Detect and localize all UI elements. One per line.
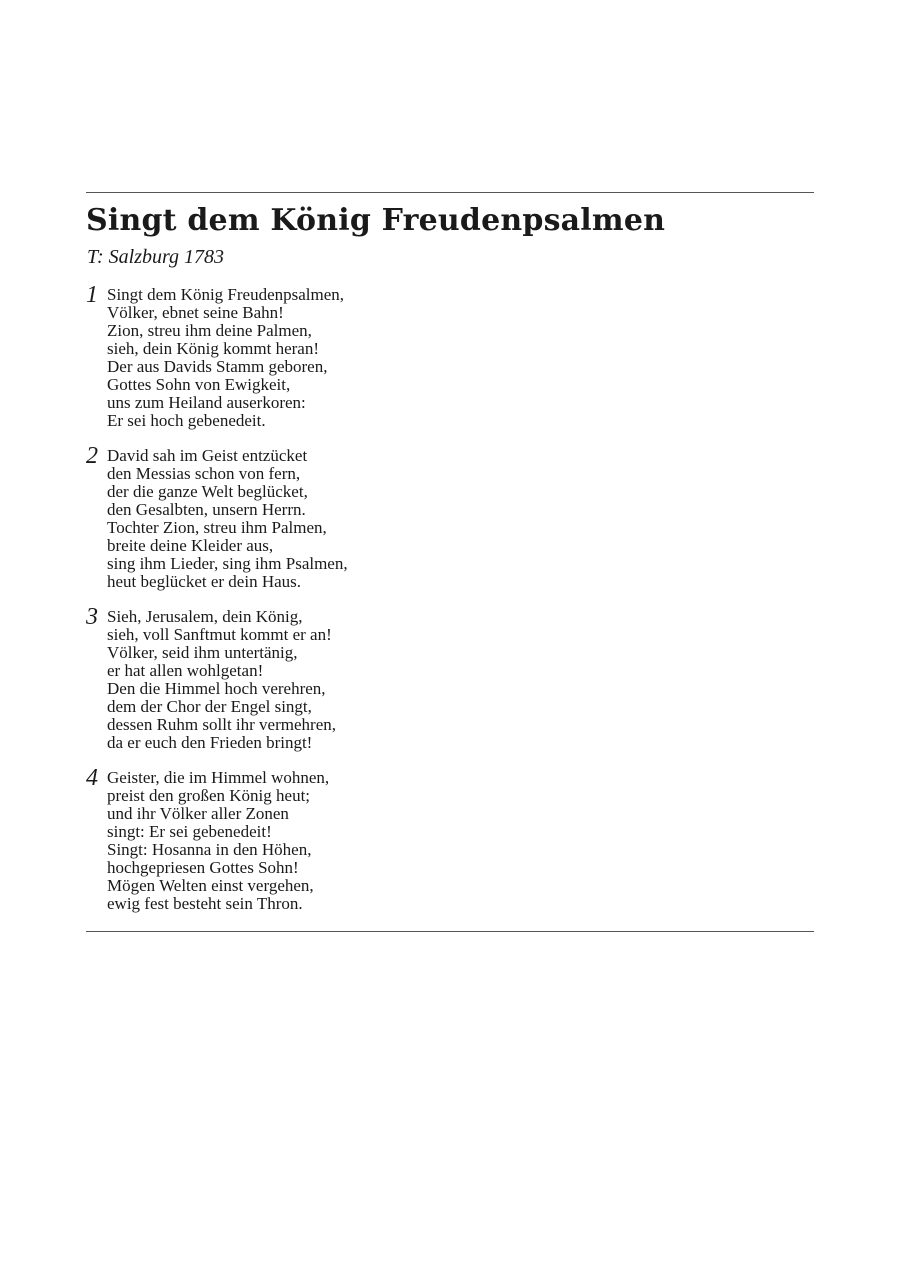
verse-number: 2 bbox=[86, 443, 98, 469]
verse-line: preist den großen König heut; bbox=[107, 786, 311, 805]
verse-line: sieh, voll Sanftmut kommt er an! bbox=[107, 625, 332, 644]
bottom-rule bbox=[86, 931, 814, 932]
verse-line: den Messias schon von fern, bbox=[107, 464, 301, 483]
song-title: Singt dem König Freudenpsalmen bbox=[86, 203, 666, 238]
verse-3 bbox=[86, 604, 786, 752]
verse-2 bbox=[86, 443, 786, 591]
verse-line: hochgepriesen Gottes Sohn! bbox=[107, 858, 299, 877]
verse-line: heut beglücket er dein Haus. bbox=[107, 572, 302, 591]
verse-line: ewig fest besteht sein Thron. bbox=[107, 894, 303, 913]
verse-number: 4 bbox=[86, 765, 98, 791]
verse-line: Den die Himmel hoch verehren, bbox=[107, 679, 326, 698]
verse-number: 1 bbox=[86, 282, 98, 308]
top-rule bbox=[86, 192, 814, 193]
verse-line: Völker, seid ihm untertänig, bbox=[107, 643, 298, 662]
verse-line: David sah im Geist entzücket bbox=[107, 446, 308, 465]
verse-line: Mögen Welten einst vergehen, bbox=[107, 876, 314, 895]
verse-lines bbox=[107, 769, 329, 913]
verse-line: breite deine Kleider aus, bbox=[107, 536, 274, 555]
verse-lines bbox=[107, 286, 344, 430]
verse-4 bbox=[86, 765, 786, 913]
verse-lines bbox=[107, 447, 348, 591]
verse-line: sieh, dein König kommt heran! bbox=[107, 339, 319, 358]
song-credit: T: Salzburg 1783 bbox=[87, 246, 225, 268]
verse-line: dessen Ruhm sollt ihr vermehren, bbox=[107, 715, 336, 734]
verse-line: Der aus Davids Stamm geboren, bbox=[107, 357, 328, 376]
verse-number: 3 bbox=[86, 604, 98, 630]
verse-line: und ihr Völker aller Zonen bbox=[107, 804, 289, 823]
verse-line: Singt dem König Freudenpsalmen, bbox=[107, 285, 345, 304]
verse-1 bbox=[86, 282, 786, 430]
verses bbox=[86, 282, 786, 930]
verse-line: der die ganze Welt beglücket, bbox=[107, 482, 308, 501]
verse-line: Singt: Hosanna in den Höhen, bbox=[107, 840, 312, 859]
verse-line: singt: Er sei gebenedeit! bbox=[107, 822, 272, 841]
verse-line: Zion, streu ihm deine Palmen, bbox=[107, 321, 312, 340]
verse-line: dem der Chor der Engel singt, bbox=[107, 697, 312, 716]
verse-line: da er euch den Frieden bringt! bbox=[107, 733, 313, 752]
verse-line: Völker, ebnet seine Bahn! bbox=[107, 303, 284, 322]
verse-line: er hat allen wohlgetan! bbox=[107, 661, 264, 680]
verse-line: sing ihm Lieder, sing ihm Psalmen, bbox=[107, 554, 348, 573]
verse-line: Geister, die im Himmel wohnen, bbox=[107, 768, 330, 787]
verse-line: Gottes Sohn von Ewigkeit, bbox=[107, 375, 291, 394]
verse-line: Tochter Zion, streu ihm Palmen, bbox=[107, 518, 327, 537]
verse-line: den Gesalbten, unsern Herrn. bbox=[107, 500, 306, 519]
verse-line: Sieh, Jerusalem, dein König, bbox=[107, 607, 303, 626]
verse-line: Er sei hoch gebenedeit. bbox=[107, 411, 266, 430]
verse-line: uns zum Heiland auserkoren: bbox=[107, 393, 306, 412]
verse-lines bbox=[107, 608, 336, 752]
